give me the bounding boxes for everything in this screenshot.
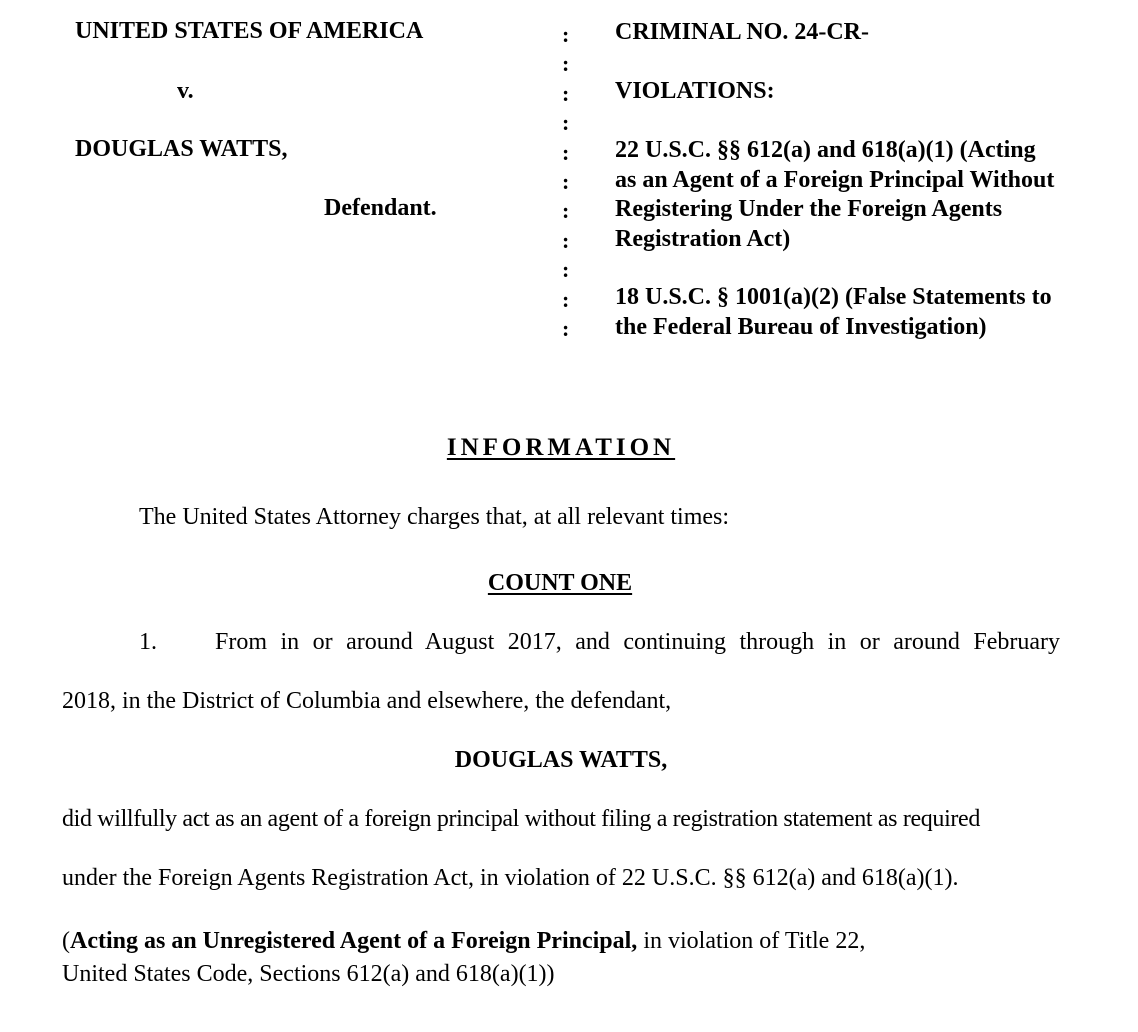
paragraph-line: 2018, in the District of Columbia and elsewhere, the defendant, xyxy=(62,688,672,714)
violation-one-line: 22 U.S.C. §§ 612(a) and 618(a)(1) (Acting xyxy=(615,137,1036,163)
caption-colon: : xyxy=(562,22,570,47)
citation-open-paren: ( xyxy=(62,928,70,954)
caption-colon: : xyxy=(562,51,570,77)
intro-sentence: The United States Attorney charges that, at all relevant times: xyxy=(139,504,730,530)
citation-line xyxy=(62,925,1062,958)
caption-colon: : xyxy=(562,257,570,283)
paragraph-line: did willfully act as an agent of a foreign principal without filing a registration statement as required xyxy=(62,806,980,832)
caption-colon: : xyxy=(562,227,570,253)
versus-label: v. xyxy=(177,78,194,104)
caption-colon: : xyxy=(562,286,570,312)
paragraph-line: under the Foreign Agents Registration Act, in violation of 22 U.S.C. §§ 612(a) and 618(a)(1). xyxy=(62,865,959,891)
count-heading: COUNT ONE xyxy=(487,570,633,596)
violation-one-line: Registering Under the Foreign Agents xyxy=(615,196,1003,222)
citation-text: in violation of Title 22, xyxy=(637,928,866,954)
violations-heading: VIOLATIONS: xyxy=(615,78,775,104)
caption-colon: : xyxy=(562,198,570,224)
paragraph-number: 1. xyxy=(139,629,157,655)
caption-colon: : xyxy=(562,315,570,341)
defendant-name: DOUGLAS WATTS, xyxy=(75,136,288,162)
violation-two-line: the Federal Bureau of Investigation) xyxy=(615,313,987,340)
plaintiff-name: UNITED STATES OF AMERICA xyxy=(75,18,424,44)
defendant-label: Defendant. xyxy=(324,195,437,221)
citation-line: United States Code, Sections 612(a) and 618(a)(1)) xyxy=(62,961,555,987)
criminal-number: CRIMINAL NO. 24-CR- xyxy=(615,19,869,45)
caption-colon: : xyxy=(562,110,570,136)
count-citation xyxy=(62,925,1062,991)
caption-colon-column xyxy=(562,20,569,343)
violation-one-line: as an Agent of a Foreign Principal Without xyxy=(615,166,1055,193)
caption-colon: : xyxy=(562,80,570,106)
caption-colon: : xyxy=(562,139,570,165)
defendant-name-centered: DOUGLAS WATTS, xyxy=(454,747,668,773)
violation-two xyxy=(615,283,1052,342)
citation-offense: Acting as an Unregistered Agent of a Foreign Principal, xyxy=(70,928,638,954)
document-title: INFORMATION xyxy=(446,434,676,461)
violation-two-line: 18 U.S.C. § 1001(a)(2) (False Statements to xyxy=(615,284,1052,310)
caption-colon: : xyxy=(562,168,570,194)
paragraph-line: From in or around August 2017, and continuing through in or around February xyxy=(215,629,1060,655)
violation-one-line: Registration Act) xyxy=(615,225,791,252)
violation-one xyxy=(615,136,1054,254)
